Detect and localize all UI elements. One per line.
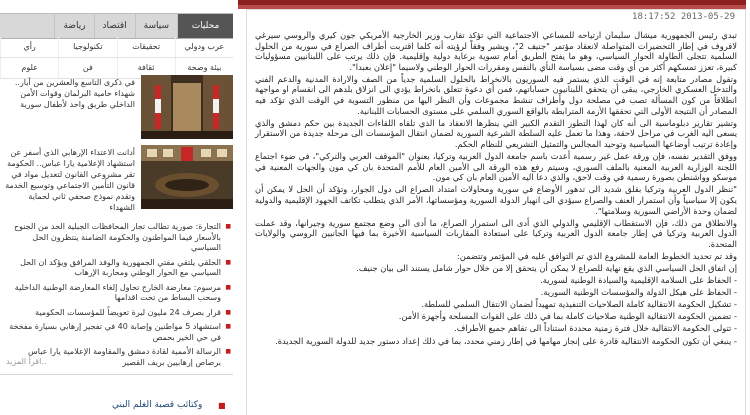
subtab-technology[interactable]: تكنولوجيا <box>58 37 116 57</box>
article-body <box>255 30 737 348</box>
article-paragraph: - تشكيل الحكومة الانتقالية كاملة الصلاحيات التنفيذية تمهيداً لضمان الانتقال السلمي للسلطة. <box>421 299 737 310</box>
subcategory-tabs <box>0 37 233 79</box>
news-headline[interactable]: أدانت الاعتداء الإرهابي الذي أسفر عن استشهاد الإعلامية يارا عباس.. الحكومة تقر مشروعي القانون لتعديل مواد في قانون التأمين الاجتماعي وتوسيع الخدمة وتقدم نموذج صحفي ثاني لحماية الشهداء <box>5 148 135 212</box>
subtab-environment-health[interactable]: بيئة وصحة <box>175 58 233 78</box>
subtab-investigations[interactable]: تحقيقات <box>117 37 175 57</box>
section-title[interactable]: وكتائب قصبة الغلم البني <box>112 400 203 410</box>
category-tabs <box>0 13 233 39</box>
article-paragraph: تبدي رئيس الجمهورية ميشال سليمان ارتياحه للمساعي الاجتماعية التي تؤكد تقارب وزير الخارجية الأمريكي جون كيري والروسي سيرغي لافروف في إطار التحضيرات المتواصلة لانعقاد مؤتمر "جنيف 2"، ويشير وفقاً لرؤيته أنه كلما اقتربت أطراف الصراع في سورية من الحلول السلمية تتجلى الطاولة الحوار السياسي، وهو ما يفتح الطريق أمام تسوية برعاية دولية وإقليمية. فإن ذلك يرتب على اللبنانيين مسؤوليات كبيرة، تعزز تمسكهم أكثر من أي وقت مضى بسياسة النأي بالنفس ومقررات الحوار الوطني ولاسيما "إعلان بعبدا". <box>255 30 737 72</box>
list-item[interactable]: ■ مرسوم: معارضة الخارج تحاول إلغاء المعارضة الوطنية الداخلية وسحب البساط من تحت اقدامها <box>4 283 231 304</box>
news-headline[interactable]: في ذكرى التاسع والعشرين من أيار.. شهداء حامية البرلمان وقوات الأمن الداخلي طريق واحد لأطفال سورية <box>14 78 135 109</box>
article-paragraph: - تتولى الحكومة الانتقالية خلال فترة زمنية محددة استناداً الى تفاهم جميع الأطراف. <box>454 323 737 334</box>
subtab-culture[interactable]: ثقافة <box>117 58 175 78</box>
news-item[interactable] <box>0 145 233 212</box>
article-paragraph: وتقول مصادر متابعة إنه في الوقت الذي يستمر فيه السوريون بالانخراط بالحلول السلمية جدياً من الصف والارادة المدنية والدعم الفني والتدخل العسكري الخارجي، يبقى أن يتحقق اللبنانيون حساباتهم، فمن أي دعوة تتعلق بانخراط يؤدي الى انزلاق بلدهم الى انقسام او مواجهة انطلاقاً من كون المسألة تصب في مصلحة دول وأطراف تنشط مجموعات وأن النظر اليها من منظور التسوية في الوقت الذي تؤكد فيه المصادر أن النتيجة الأولى التي تحققها الأزمة المترابطة بالواقع السوري السلمي على مستوى الحسابات اللبنانية. <box>255 73 737 116</box>
subtab-row <box>0 37 233 58</box>
list-item[interactable]: ■ قرار بصرف 24 مليون ليرة تعويضاً للمؤسسات الحكومية <box>4 308 231 319</box>
article-paragraph: إن اتفاق الحل السياسي الذي يقع نهاية للصراع لا يمكن أن يتحقق إلا من خلال حوار شامل يستند الى بيان جنيف. <box>356 262 737 273</box>
article-paragraph: والانطلاق من ذلك، فإن الاستقطاب الإقليمي والدولي الذي أدى الى استمرار الصراع، ما أدى الى وضع مجتمع سورية وجيرانها، وقد عملت الدول العربية وتركيا في إطار جامعة الدول العربية وتركيا على استعادة المقاربات السياسية الأخيرة بما فيها الجانبين الروسي والولايات المتحدة. <box>255 217 737 249</box>
list-item[interactable]: ■ الرسالة الأممية لقادة دمشق والمقاومة الإعلامية يارا عباس برصاص إرهابيين بريف القصير <box>4 347 231 368</box>
article-paragraph: - الحفاظ على السلامة الإقليمية والسيادة الوطنية لسورية. <box>540 275 737 286</box>
tab-politics[interactable]: سياسة <box>135 14 177 38</box>
article-paragraph: وتشير تقارير دبلوماسية الى أنه كان لهذا التطور التقدم الكبير التي ينظرها الانعقاد ما الذي تلقاه اللقاءات الجديدة بين حكم دمشق والذي يسعى اليه الغرب في مراحل لاحقة، وهذا ما تعمل عليه السلطة الشرعية السورية لضمان انتقال المؤسسات الى مرحلة جديدة من الاستقرار وإعادة ترتيب أوضاعها السياسية وتوحيد المجالس والتمثيل التشريعي للنظام الحكم. <box>255 117 737 149</box>
article-timestamp: 18:17:52 2013-05-29 <box>632 12 735 22</box>
sidebar <box>0 0 235 415</box>
bullet-icon: ■ <box>218 401 226 410</box>
subtab-arab-world[interactable]: عرب ودولي <box>175 37 233 57</box>
article <box>238 0 746 415</box>
article-paragraph: وقد تم تحديد الخطوط العامة للمشروع الذي تم التوافق عليه في المؤتمر وتتضمن: <box>456 250 737 261</box>
read-more-link[interactable]: اقرأ المزيد.. <box>6 357 47 366</box>
article-paragraph: - ينبغي أن تكون الحكومة الانتقالية قادرة على إنجاز مهامها في إطار زمني محدد، بما في ذلك إعداد دستور جديد للدولة السورية الجديدة. <box>275 335 737 346</box>
news-thumbnail[interactable] <box>141 145 233 209</box>
tab-sports[interactable]: رياضة <box>54 14 93 38</box>
tab-local[interactable]: محليات <box>177 14 233 38</box>
list-item[interactable]: ■ التجارة: صورية تطالب تجار المحافظات الجبلية الحد من الجنوح بالأسعار فيما المواطنون والحكومة الضامنة ينتظرون الحل السياسي <box>4 222 231 254</box>
article-paragraph: "تنظر الدول العربية وتركيا بقلق شديد الى تدهور الأوضاع في سورية ومحاولات امتداد الصراع الى دول الجوار، وتؤكد أن الحل لا يمكن أن يكون إلا سياسياً وأن استمرار العنف والصراع سيؤدي الى انهيار الدولة السورية ومؤسساتها، الأمر الذي يتطلب تكاتف الجهود الإقليمية والدولية لضمان وحدة الأراضي السورية وسلامتها". <box>255 184 737 216</box>
news-bullet-list <box>4 222 231 372</box>
list-item[interactable]: ■ الحلقي يلتقي مفتي الجمهورية والوفد المرافق ويؤكد ان الحل السياسي مع الحوار الوطني ومحاربة الإرهاب <box>4 258 231 279</box>
subtab-opinion[interactable]: رأي <box>0 37 58 57</box>
subtab-art[interactable]: فن <box>58 58 116 78</box>
news-thumbnail[interactable] <box>141 75 233 139</box>
article-panel <box>246 9 746 415</box>
article-paragraph: - تضمين الحكومة الانتقالية الوطنية صلاحيات كاملة بما في ذلك على القوات المسلحة وأجهزة الأمن. <box>398 311 737 322</box>
list-item[interactable]: ■ استشهاد 5 مواطنين وإصابة 40 في تفجير إرهابي بسيارة مفخخة في حي الخير بحمص <box>4 322 231 343</box>
subtab-science[interactable]: علوم <box>0 58 58 78</box>
tab-economy[interactable]: اقتصاد <box>94 14 135 38</box>
divider <box>0 374 233 375</box>
news-item[interactable] <box>0 75 233 139</box>
article-paragraph: - الحفاظ على هيكل الدولة والمؤسسات الوطنية السورية. <box>540 287 737 298</box>
article-paragraph: ووفق التقدير نفسه، فإن ورقة عمل غير رسمية أعدت باسم جامعة الدول العربية وتركيا، بعنوان "الموقف العربي والتركي"، في ضوء اجتماع اللجنة الوزارية العربية المعنية بالملف السوري، وسيتم رفع هذه الورقة الى الأمين العام للأمم المتحدة بان كي مون والجهات المعنية في موسكو وواشنطن بصورة رسمية في وقت لاحق، والذي دعا اليه الأمين العام بان كي مون. <box>255 151 737 183</box>
